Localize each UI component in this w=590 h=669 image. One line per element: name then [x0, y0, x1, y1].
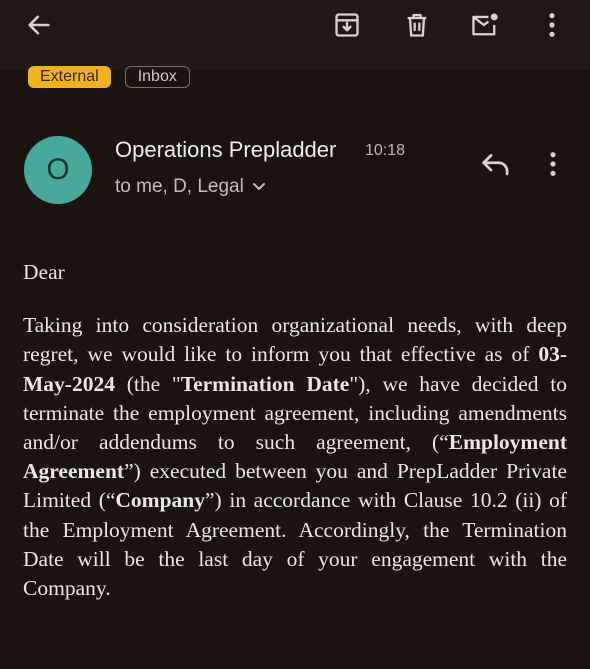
- message-time: 10:18: [365, 142, 406, 159]
- message-header: [24, 136, 574, 206]
- body-text-1: Taking into consideration organizational needs, with deep regret, we would like to inform you that effective as of: [23, 313, 567, 367]
- sender-name[interactable]: Operations Prepladder: [115, 137, 337, 162]
- trash-icon[interactable]: [402, 10, 432, 40]
- avatar-letter: O: [46, 153, 70, 186]
- sender-avatar[interactable]: [24, 136, 92, 204]
- label-inbox[interactable]: Inbox: [125, 66, 190, 88]
- more-vert-icon[interactable]: [537, 10, 567, 40]
- message-more-icon[interactable]: [548, 150, 558, 183]
- top-app-bar: [0, 0, 590, 70]
- reply-icon[interactable]: [480, 150, 512, 183]
- greeting: Dear: [23, 260, 65, 284]
- body-text-3: "), we have decided to terminate the employment agreement, including amendments and/or addendums to such agreement, (“: [23, 371, 567, 455]
- message-body: [23, 258, 567, 603]
- mark-unread-icon[interactable]: [470, 10, 500, 40]
- recipients-toggle[interactable]: [115, 176, 266, 198]
- body-paragraph: [23, 311, 567, 603]
- body-text-5: ”) in accordance with Clause 10.2 (ii) of the Employment Agreement. Accordingly, the Termination Date will be the last day of your engagement with the Company.: [23, 488, 567, 601]
- employment-agreement-term: Employment Agreement: [23, 430, 567, 484]
- company-term: Company: [115, 488, 206, 513]
- body-text-2: (the ": [114, 371, 181, 396]
- archive-icon[interactable]: [332, 10, 362, 40]
- termination-date-value: 03-May-2024: [23, 342, 567, 396]
- label-chips: [28, 66, 190, 88]
- label-external[interactable]: External: [28, 66, 111, 88]
- back-arrow-icon[interactable]: [24, 10, 54, 40]
- recipients-text: to me, D, Legal: [115, 176, 244, 197]
- termination-date-term: Termination Date: [180, 371, 350, 396]
- chevron-down-icon: [252, 176, 266, 198]
- body-text-4: ”) executed between you and PrepLadder Private Limited (“: [23, 459, 567, 513]
